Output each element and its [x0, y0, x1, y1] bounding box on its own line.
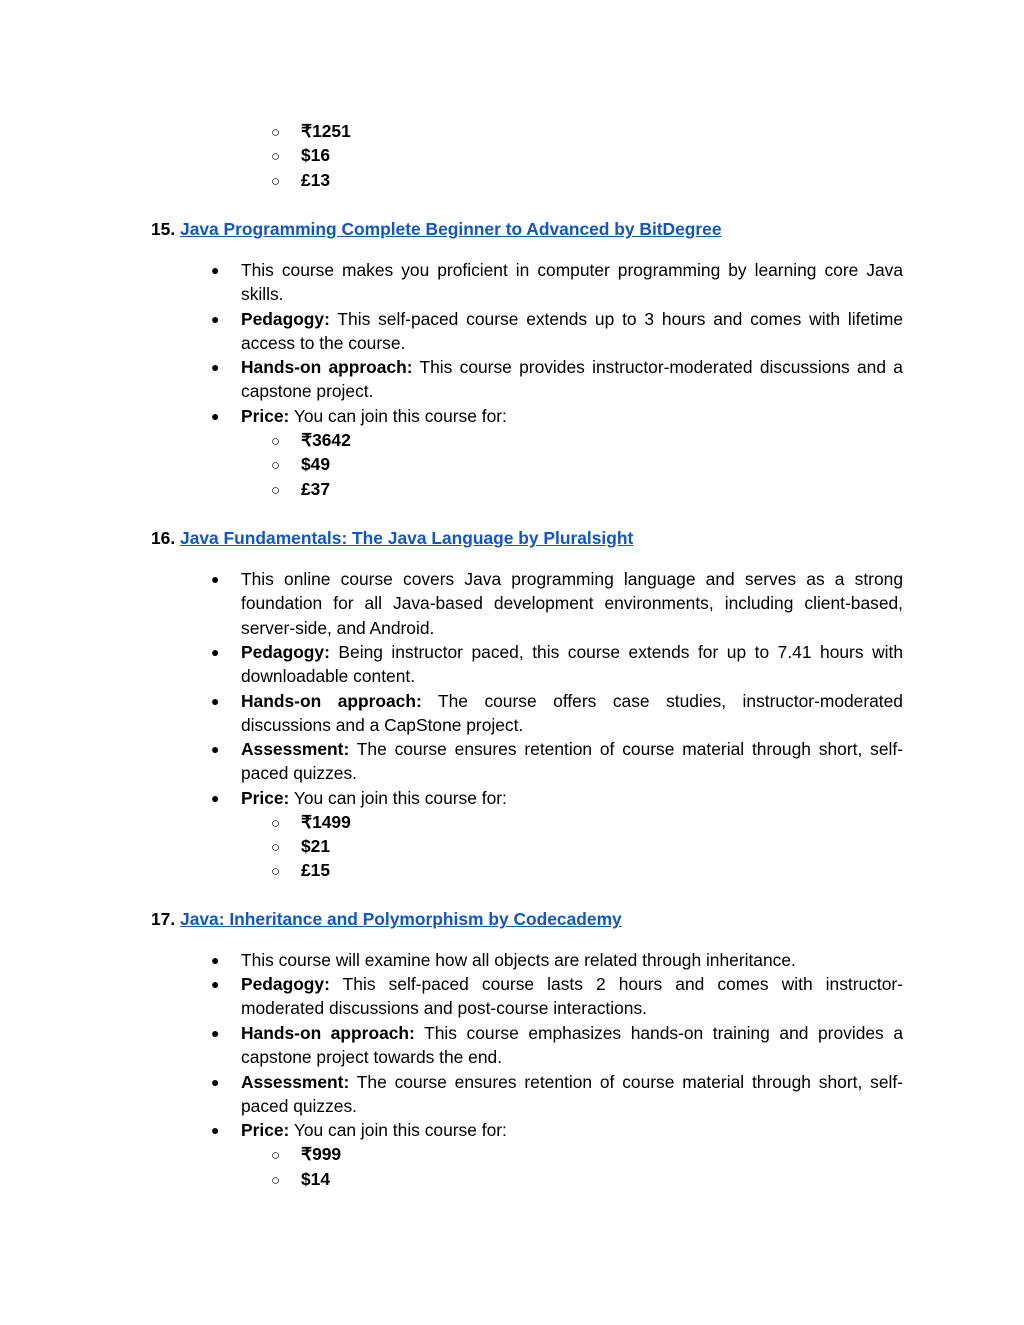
bullet-dot-icon: ● [211, 408, 220, 424]
price-item [271, 858, 330, 882]
list-item [211, 1070, 903, 1119]
price-value: $14 [301, 1169, 331, 1189]
circle-bullet-icon: ○ [271, 457, 281, 474]
list-item [211, 786, 903, 810]
bullet-text: Being instructor paced, this course extends for up to 7.41 hours with downloadable content. [241, 642, 903, 687]
circle-bullet-icon: ○ [271, 124, 281, 141]
price-value: $21 [301, 836, 331, 856]
price-value: $16 [301, 145, 331, 165]
price-item [271, 452, 330, 476]
price-value: ₹999 [301, 1144, 342, 1164]
price-value: ₹3642 [301, 430, 351, 450]
price-item [271, 834, 330, 858]
bullet-dot-icon: ● [211, 1074, 220, 1090]
course-link-16[interactable]: Java Fundamentals: The Java Language by Pluralsight [180, 528, 634, 548]
circle-bullet-icon: ○ [271, 173, 281, 190]
bullet-dot-icon: ● [211, 741, 220, 757]
bullet-dot-icon: ● [211, 644, 220, 660]
bullet-text: This self-paced course extends up to 3 hours and comes with lifetime access to the course. [241, 309, 903, 354]
course-number: 15. [151, 219, 176, 239]
circle-bullet-icon: ○ [271, 815, 281, 832]
course-link-15[interactable]: Java Programming Complete Beginner to Advanced by BitDegree [180, 219, 722, 239]
price-item [271, 119, 351, 143]
bullet-label: Assessment: [241, 1072, 350, 1092]
list-item [211, 355, 903, 404]
bullet-dot-icon: ● [211, 952, 220, 968]
bullet-text: You can join this course for: [289, 788, 507, 808]
circle-bullet-icon: ○ [271, 863, 281, 880]
bullet-dot-icon: ● [211, 790, 220, 806]
bullet-label: Hands-on approach: [241, 1023, 415, 1043]
circle-bullet-icon: ○ [271, 1147, 281, 1164]
bullet-text: You can join this course for: [289, 406, 507, 426]
bullet-text: This online course covers Java programming language and serves as a strong foundation for all Java-based development environments, including client-based, server-side, and Android. [241, 569, 903, 638]
price-item [271, 143, 330, 167]
bullet-dot-icon: ● [211, 976, 220, 992]
bullet-label: Price: [241, 788, 290, 808]
price-item [271, 168, 330, 192]
course-number: 16. [151, 528, 176, 548]
price-value: $49 [301, 454, 331, 474]
bullet-text: This course will examine how all objects are related through inheritance. [241, 950, 796, 970]
price-item [271, 1167, 330, 1191]
bullet-text: This self-paced course lasts 2 hours and comes with instructor-moderated discussions and post-course interactions. [241, 974, 903, 1019]
bullet-text: This course emphasizes hands-on training and provides a capstone project towards the end. [241, 1023, 903, 1068]
bullet-text: This course makes you proficient in computer programming by learning core Java skills. [241, 260, 903, 305]
price-value: £15 [301, 860, 331, 880]
bullet-label: Assessment: [241, 739, 350, 759]
bullet-text: You can join this course for: [289, 1120, 507, 1140]
list-item [211, 1021, 903, 1070]
price-item [271, 810, 351, 834]
list-item [211, 258, 903, 307]
circle-bullet-icon: ○ [271, 839, 281, 856]
list-item [211, 567, 903, 640]
bullet-label: Pedagogy: [241, 309, 330, 329]
bullet-dot-icon: ● [211, 311, 220, 327]
circle-bullet-icon: ○ [271, 1172, 281, 1189]
course-number: 17. [151, 909, 176, 929]
list-item [211, 737, 903, 786]
price-item [271, 428, 351, 452]
price-value: £13 [301, 170, 331, 190]
bullet-dot-icon: ● [211, 693, 220, 709]
bullet-label: Hands-on approach: [241, 691, 422, 711]
bullet-dot-icon: ● [211, 1122, 220, 1138]
bullet-text: The course ensures retention of course material through short, self-paced quizzes. [241, 1072, 903, 1117]
list-item [211, 640, 903, 689]
list-item [211, 972, 903, 1021]
bullet-text: The course ensures retention of course material through short, self-paced quizzes. [241, 739, 903, 784]
list-item [211, 404, 903, 428]
circle-bullet-icon: ○ [271, 433, 281, 450]
bullet-text: This course provides instructor-moderated discussions and a capstone project. [241, 357, 903, 402]
list-item [211, 1118, 903, 1142]
bullet-text: The course offers case studies, instructor-moderated discussions and a CapStone project. [241, 691, 903, 736]
list-item [211, 948, 903, 972]
price-item [271, 1142, 341, 1166]
bullet-label: Hands-on approach: [241, 357, 413, 377]
list-item [211, 307, 903, 356]
bullet-label: Price: [241, 1120, 290, 1140]
circle-bullet-icon: ○ [271, 482, 281, 499]
bullet-dot-icon: ● [211, 571, 220, 587]
price-item [271, 477, 330, 501]
list-item [211, 689, 903, 738]
bullet-label: Pedagogy: [241, 974, 330, 994]
course-heading-15 [151, 217, 722, 241]
bullet-dot-icon: ● [211, 262, 220, 278]
bullet-dot-icon: ● [211, 1025, 220, 1041]
price-value: ₹1251 [301, 121, 351, 141]
bullet-label: Pedagogy: [241, 642, 330, 662]
price-value: £37 [301, 479, 331, 499]
price-value: ₹1499 [301, 812, 351, 832]
circle-bullet-icon: ○ [271, 148, 281, 165]
course-heading-17 [151, 907, 622, 931]
bullet-dot-icon: ● [211, 359, 220, 375]
course-link-17[interactable]: Java: Inheritance and Polymorphism by Codecademy [180, 909, 622, 929]
bullet-label: Price: [241, 406, 290, 426]
course-heading-16 [151, 526, 633, 550]
